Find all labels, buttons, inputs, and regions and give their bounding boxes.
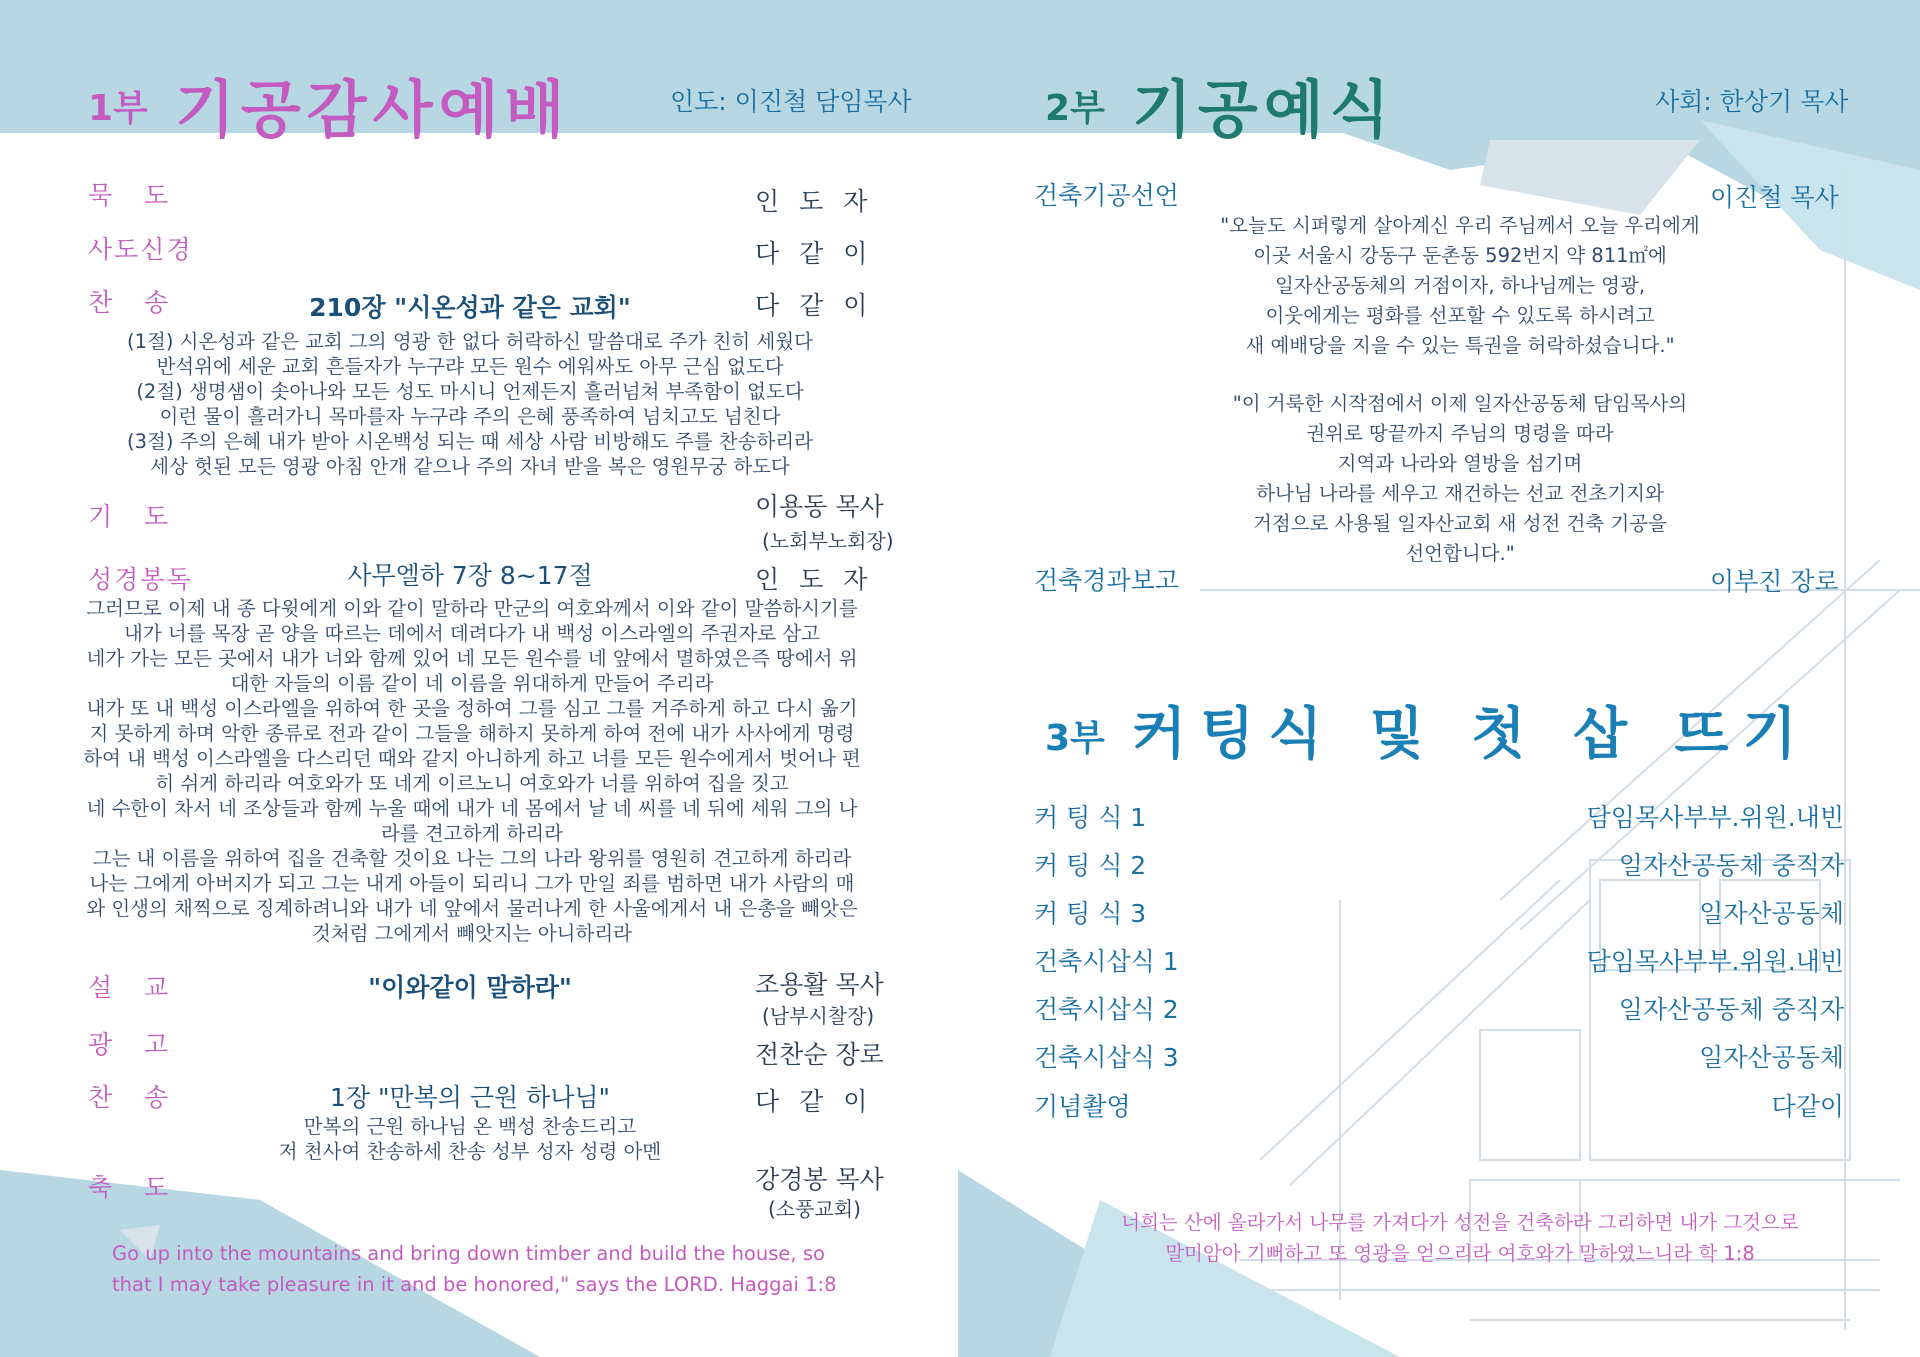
lyric-line: (1절) 시온성과 같은 교회 그의 영광 한 없다 허락하신 말씀대로 주가 친히 세웠다 <box>127 330 813 353</box>
sermon-title: "이와같이 말하라" <box>368 973 572 1002</box>
declaration-line: 이곳 서울시 강동구 둔촌동 592번지 약 811㎡에 <box>1253 244 1667 267</box>
scripture-line: 네 수한이 차서 네 조상들과 함께 누울 때에 내가 네 몸에서 날 네 씨를 네 뒤에 세워 그의 나 <box>86 797 858 820</box>
row-label: 건축시삽식 2 <box>1034 995 1179 1024</box>
who-report: 이부진 장로 <box>1710 567 1839 596</box>
declaration-line: 지역과 나라와 열방을 섬기며 <box>1337 452 1583 475</box>
verse-line: 말미암아 기뻐하고 또 영광을 얻으리라 여호와가 말하였느니라 학 1:8 <box>1165 1242 1755 1265</box>
row-label: 건축시삽식 1 <box>1034 947 1179 976</box>
label-hymn1: 찬 송 <box>88 288 171 317</box>
label-prayer: 기 도 <box>88 502 171 531</box>
hymn1-lyrics <box>80 329 860 479</box>
declaration-line: 거점으로 사용될 일자산교회 새 성전 건축 기공을 <box>1253 512 1667 535</box>
scripture-line: 나는 그에게 아버지가 되고 그는 내게 아들이 되리니 그가 만일 죄를 범하면 내가 사람의 매 <box>89 872 855 895</box>
row-who: 일자산공동체 중직자 <box>1618 995 1844 1024</box>
row-label: 커 팅 식 1 <box>1034 803 1147 832</box>
lyric-line: 만복의 근원 하나님 온 백성 찬송드리고 <box>303 1115 637 1138</box>
declaration-line: 하나님 나라를 세우고 재건하는 선교 전초기지와 <box>1256 482 1664 505</box>
lyric-line: 이런 물이 흘러가니 목마를자 누구랴 주의 은혜 풍족하여 넘치고도 넘친다 <box>159 405 781 428</box>
lyric-line: 반석위에 세운 교회 흔들자가 누구랴 모든 원수 에워싸도 아무 근심 없도다 <box>156 355 784 378</box>
row-label: 기념촬영 <box>1034 1092 1131 1121</box>
declaration-spacer <box>1160 361 1760 389</box>
label-declaration: 건축기공선언 <box>1034 181 1179 210</box>
part1-verse <box>112 1238 836 1300</box>
scripture-line: 그러므로 이제 내 종 다윗에게 이와 같이 말하라 만군의 여호와께서 이와 같이 말씀하시기를 <box>86 597 858 620</box>
row-who: 담임목사부부.위원.내빈 <box>1586 803 1844 832</box>
part2-title: 기공예식 <box>1132 73 1396 146</box>
label-creed: 사도신경 <box>88 235 193 264</box>
declaration-line: 새 예배당을 지을 수 있는 특권을 허락하셨습니다." <box>1245 334 1675 357</box>
label-blessing: 축 도 <box>88 1173 171 1202</box>
scripture-line: 하여 내 백성 이스라엘을 다스리던 때와 같지 아니하게 하고 너를 모든 원수에게서 벗어나 편 <box>83 747 861 770</box>
declaration-line: 선언합니다." <box>1405 542 1515 565</box>
label-reading: 성경봉독 <box>88 565 193 594</box>
scripture-line: 라를 견고하게 하리라 <box>381 822 563 845</box>
who-blessing-sub: (소풍교회) <box>768 1197 861 1221</box>
label-mukdo: 묵 도 <box>88 181 171 210</box>
scripture-line: 내가 너를 목장 곧 양을 따르는 데에서 데려다가 내 백성 이스라엘의 주권자로 삼고 <box>123 622 820 645</box>
who-prayer: 이용동 목사 <box>755 492 884 521</box>
part1-number: 1부 <box>88 88 148 129</box>
row-label: 커 팅 식 2 <box>1034 851 1147 880</box>
verse-line: Go up into the mountains and bring down timber and build the house, so <box>112 1242 825 1265</box>
hymn2-title: 1장 "만복의 근원 하나님" <box>329 1083 611 1112</box>
who-sermon: 조용활 목사 <box>755 970 884 999</box>
scripture-line: 그는 내 이름을 위하여 집을 건축할 것이요 나는 그의 나라 왕위를 영원히 견고하게 하리라 <box>92 847 852 870</box>
lyric-line: 세상 헛된 모든 영광 아침 안개 같으나 주의 자녀 받을 복은 영원무궁 하도다 <box>150 455 790 478</box>
hymn2-lyrics <box>200 1114 740 1164</box>
who-declaration: 이진철 목사 <box>1710 183 1839 212</box>
lyric-line: 저 천사여 찬송하세 찬송 성부 성자 성령 아멘 <box>278 1140 662 1163</box>
label-sermon: 설 교 <box>88 973 171 1002</box>
declaration-line: 권위로 땅끝까지 주님의 명령을 따라 <box>1306 422 1614 445</box>
scripture-line: 내가 또 내 백성 이스라엘을 위하여 한 곳을 정하여 그를 심고 그를 거주하게 하고 다시 옮기 <box>86 697 858 720</box>
row-who: 다같이 <box>1771 1092 1844 1121</box>
row-who: 일자산공동체 <box>1699 899 1844 928</box>
scripture-line: 네가 가는 모든 곳에서 내가 너와 함께 있어 네 모든 원수를 네 앞에서 멸하였은즉 땅에서 위 <box>86 647 858 670</box>
lyric-line: (3절) 주의 은혜 내가 받아 시온백성 되는 때 세상 사람 비방해도 주를 찬송하리라 <box>127 430 813 453</box>
row-label: 커 팅 식 3 <box>1034 899 1147 928</box>
lyric-line: (2절) 생명샘이 솟아나와 모든 성도 마시니 언제든지 흘러넘쳐 부족함이 없도다 <box>136 380 804 403</box>
part1-leader: 인도: 이진철 담임목사 <box>670 87 912 116</box>
verse-line: 너희는 산에 올라가서 나무를 가져다가 성전을 건축하라 그리하면 내가 그것으로 <box>1121 1211 1799 1234</box>
who-notice: 전찬순 장로 <box>755 1040 884 1069</box>
row-who: 담임목사부부.위원.내빈 <box>1586 947 1844 976</box>
row-who: 일자산공동체 중직자 <box>1618 851 1844 880</box>
part2-number: 2부 <box>1045 88 1105 129</box>
scripture-line: 것처럼 그에게서 빼앗지는 아니하리라 <box>312 922 632 945</box>
who-reading: 인 도 자 <box>755 565 874 594</box>
verse-line: that I may take pleasure in it and be honored," says the LORD. Haggai 1:8 <box>112 1273 837 1296</box>
row-who: 일자산공동체 <box>1699 1043 1844 1072</box>
label-report: 건축경과보고 <box>1034 566 1179 595</box>
label-notice: 광 고 <box>88 1030 171 1059</box>
row-label: 건축시삽식 3 <box>1034 1043 1179 1072</box>
who-blessing: 강경봉 목사 <box>755 1165 884 1194</box>
part3-verse <box>1080 1207 1840 1269</box>
who-mukdo: 인 도 자 <box>755 187 874 216</box>
declaration-text <box>1160 211 1760 569</box>
declaration-line: "오늘도 시퍼렇게 살아계신 우리 주님께서 오늘 우리에게 <box>1220 214 1700 237</box>
reading-title: 사무엘하 7장 8~17절 <box>347 561 593 590</box>
scripture-line: 와 인생의 채찍으로 징계하려니와 내가 네 앞에서 물러나게 한 사울에게서 내 은총을 빼앗은 <box>86 897 858 920</box>
declaration-line: 이웃에게는 평화를 선포할 수 있도록 하시려고 <box>1265 304 1655 327</box>
who-creed: 다 같 이 <box>755 239 874 268</box>
declaration-line: "이 거룩한 시작점에서 이제 일자산공동체 담임목사의 <box>1232 392 1688 415</box>
who-sermon-sub: (남부시찰장) <box>762 1004 875 1028</box>
label-hymn2: 찬 송 <box>88 1083 171 1112</box>
hymn1-title: 210장 "시온성과 같은 교회" <box>309 293 631 322</box>
scripture-line: 대한 자들의 이름 같이 네 이름을 위대하게 만들어 주리라 <box>230 672 714 695</box>
part2-leader: 사회: 한상기 목사 <box>1655 87 1849 116</box>
part3-title: 커팅식 및 첫 삽 뜨기 <box>1132 702 1811 767</box>
scripture-line: 히 쉬게 하리라 여호와가 또 네게 이르노니 여호와가 너를 위하여 집을 짓고 <box>155 772 789 795</box>
part3-number: 3부 <box>1045 718 1105 759</box>
reading-text <box>72 596 872 946</box>
who-hymn1: 다 같 이 <box>755 291 874 320</box>
declaration-line: 일자산공동체의 거점이자, 하나님께는 영광, <box>1274 274 1646 297</box>
part1-title: 기공감사예배 <box>175 73 571 146</box>
who-hymn2: 다 같 이 <box>755 1087 874 1116</box>
scripture-line: 지 못하게 하며 악한 종류로 전과 같이 그들을 해하지 못하게 하여 전에 내가 사사에게 명령 <box>89 722 855 745</box>
who-prayer-sub: (노회부노회장) <box>762 529 894 553</box>
